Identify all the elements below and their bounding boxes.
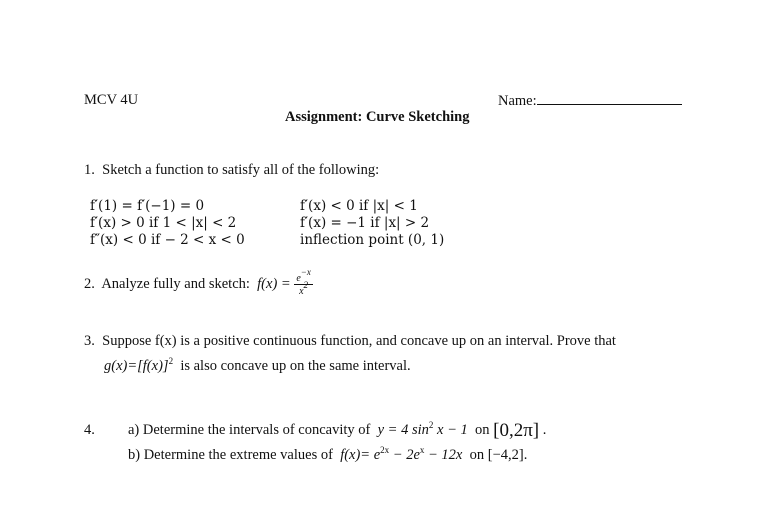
- q1-condition: f″(x) < 0 if − 2 < x < 0: [90, 232, 245, 248]
- q4a-on: on: [475, 422, 490, 438]
- q1-number: 1.: [84, 162, 95, 178]
- q4a-eq1: y = 4 sin: [377, 422, 429, 438]
- q4-number: 4.: [84, 422, 95, 438]
- q3-line2: [104, 358, 411, 375]
- q2-num: e: [296, 273, 301, 284]
- q4b-text: b) Determine the extreme values of: [128, 447, 333, 463]
- name-field[interactable]: [498, 92, 682, 110]
- name-blank[interactable]: [537, 92, 682, 105]
- q1-condition: inflection point (0, 1): [300, 232, 445, 248]
- question-2: [84, 267, 313, 297]
- q4b-interval: [−4,2]: [487, 447, 524, 463]
- q1-condition: f′(1) = f′(−1) = 0: [90, 198, 205, 214]
- q2-den: x: [299, 286, 304, 297]
- q4a-interval: [0,2π]: [493, 420, 540, 441]
- q3-g-inner: [f(x)]: [137, 358, 169, 374]
- question-3: [84, 333, 616, 350]
- q1-condition: f′(x) > 0 if 1 < |x| < 2: [90, 215, 237, 231]
- q4b-f1: f(x)= e: [340, 447, 381, 463]
- q4b-e2: x: [419, 445, 425, 455]
- q4a-end: .: [542, 422, 547, 438]
- q2-den-exp: 2: [303, 280, 309, 290]
- course-code: MCV 4U: [84, 92, 139, 108]
- page-title: Assignment: Curve Sketching: [285, 109, 470, 125]
- q2-number: 2.: [84, 275, 95, 292]
- q4-part-b: [128, 447, 527, 464]
- q3-g-lhs: g(x)=: [104, 358, 138, 374]
- q3-number: 3.: [84, 333, 95, 349]
- q4a-eq2: x − 1: [433, 422, 468, 438]
- q1-condition: f′(x) = −1 if |x| > 2: [300, 215, 430, 231]
- q4a-text: a) Determine the intervals of concavity of: [128, 422, 371, 438]
- q2-fraction: [294, 267, 313, 297]
- q4b-e1: 2x: [380, 445, 390, 455]
- name-label: Name:: [498, 93, 537, 109]
- q2-num-exp: −x: [300, 267, 311, 277]
- q4b-on: on: [469, 447, 485, 463]
- q1-condition: f′(x) < 0 if |x| < 1: [300, 198, 418, 214]
- question-1: [84, 162, 379, 179]
- q2-lhs: f(x) =: [257, 275, 291, 292]
- q4-part-a: [128, 420, 546, 442]
- q3-line1: Suppose f(x) is a positive continuous function, and concave up on an interval. Prove that: [102, 333, 616, 349]
- q3-g-exp: 2: [168, 356, 174, 366]
- q3-rest: is also concave up on the same interval.: [180, 358, 411, 374]
- q4b-f3: − 12x: [424, 447, 463, 463]
- q4a-exp: 2: [428, 420, 434, 430]
- q4b-end: .: [523, 447, 528, 463]
- q1-text: Sketch a function to satisfy all of the following:: [102, 162, 380, 178]
- q2-text: Analyze fully and sketch:: [101, 275, 250, 292]
- q4b-f2: − 2e: [389, 447, 420, 463]
